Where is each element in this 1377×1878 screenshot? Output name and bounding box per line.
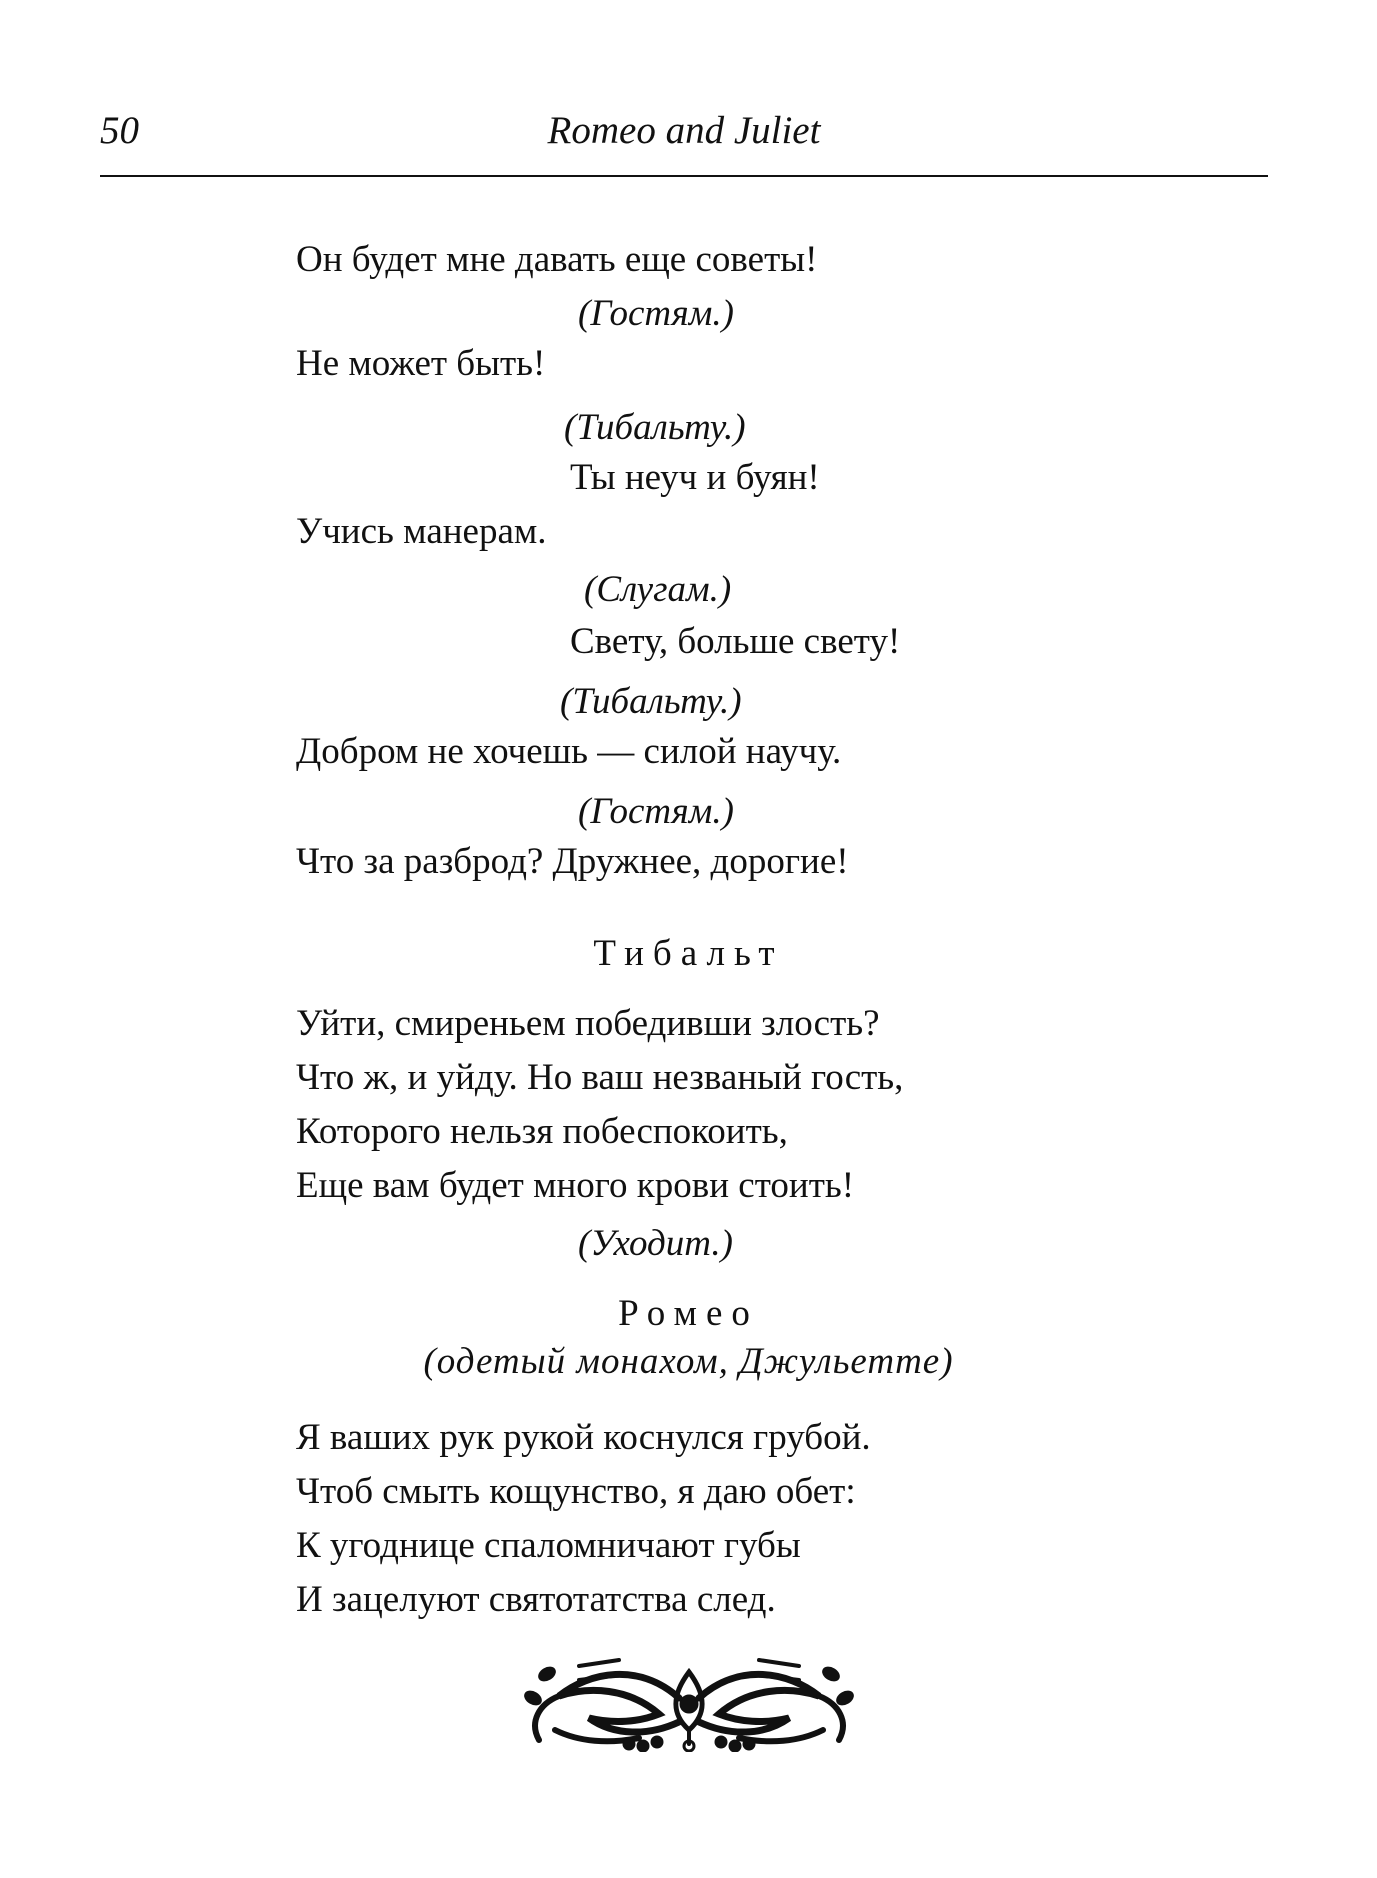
stage-direction: (Слугам.) [584,569,732,610]
speaker-name: Ромео [618,1293,759,1334]
verse-line: Которого нельзя побеспокоить, [296,1111,788,1152]
floral-tailpiece-icon [519,1652,859,1752]
verse-line: Учись манерам. [296,511,547,552]
stage-direction: (Гостям.) [578,791,734,832]
header-rule [100,175,1268,177]
stage-direction: (Тибальту.) [564,407,746,448]
verse-line: Свету, больше свету! [570,621,901,662]
page-number: 50 [100,109,139,152]
verse-line: Еще вам будет много крови стоить! [296,1165,855,1206]
stage-direction: (одетый монахом, Джульетте) [423,1341,954,1382]
running-title: Romeo and Juliet [547,109,821,152]
verse-line: Я ваших рук рукой коснулся грубой. [296,1417,871,1458]
verse-line: Чтоб смыть кощунство, я даю обет: [296,1471,856,1512]
stage-direction: (Гостям.) [578,293,734,334]
speaker-name: Тибальт [593,933,784,974]
verse-line: К угоднице спаломничают губы [296,1525,801,1566]
verse-line: Уйти, смиреньем победивши злость? [296,1003,880,1044]
stage-direction: (Уходит.) [578,1223,733,1264]
stage-direction: (Тибальту.) [560,681,742,722]
verse-line: Он будет мне давать еще советы! [296,239,818,280]
page-header [100,108,1268,156]
verse-line: Что за разброд? Дружнее, дорогие! [296,841,849,882]
verse-line: Не может быть! [296,343,546,384]
verse-line: Добром не хочешь — силой научу. [296,731,842,772]
verse-line: Ты неуч и буян! [570,457,820,498]
verse-line: Что ж, и уйду. Но ваш незваный гость, [296,1057,904,1098]
verse-line: И зацелуют святотатства след. [296,1579,776,1620]
